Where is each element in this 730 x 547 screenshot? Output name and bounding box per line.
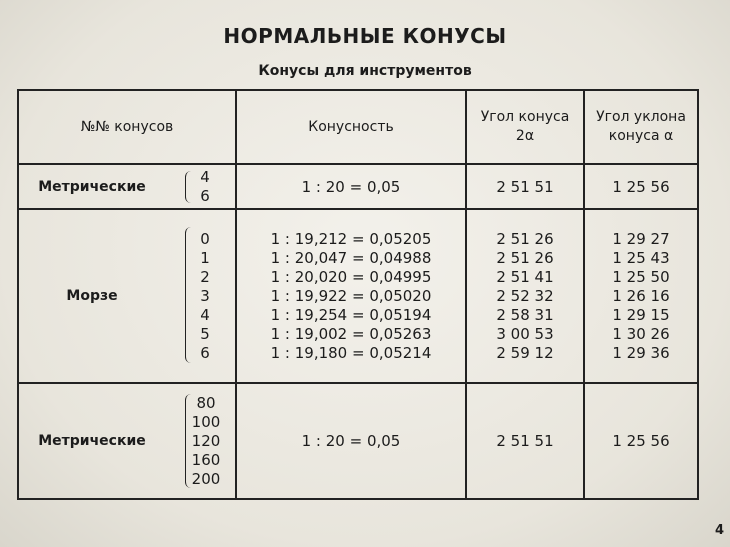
page-number: 4 [714,523,724,538]
angle-text: 2 51 51 [496,177,554,196]
taper-value [237,384,465,498]
page-subtitle: Конусы для инструментов [258,63,472,79]
taper-text: 1 : 20 = 0,05 [301,177,401,196]
slope-angle-value [585,165,697,208]
cone-number: 100 [191,412,221,431]
row-label [27,210,157,382]
row-label [27,384,157,498]
slope-text: 1 29 36 [612,343,670,362]
slope-text: 1 25 56 [612,177,670,196]
row-label-text: Метрические [38,178,146,195]
taper-text: 1 : 19,002 = 0,05263 [270,324,432,343]
taper-text: 1 : 20,047 = 0,04988 [270,248,432,267]
angle-text: 2 51 41 [496,267,554,286]
header-cone-angle [467,91,583,163]
taper-text: 1 : 19,254 = 0,05194 [270,305,432,324]
cone-number: 6 [200,343,210,362]
cone-number: 4 [200,167,210,186]
angle-text: 2 58 31 [496,305,554,324]
cone-number: 2 [200,267,210,286]
cone-number: 160 [191,450,221,469]
slope-text: 1 25 56 [612,432,670,450]
taper-text: 1 : 19,922 = 0,05020 [270,286,432,305]
cone-table [17,89,699,500]
header-cone-numbers [19,91,235,163]
page-title: НОРМАЛЬНЫЕ КОНУСЫ [223,24,507,48]
cone-number: 120 [191,431,221,450]
header-label: 2α [515,128,535,144]
cone-number: 1 [200,248,210,267]
slope-text: 1 29 27 [612,229,670,248]
cone-angle-value [467,384,583,498]
cone-number: 3 [200,286,210,305]
cone-number: 6 [200,186,210,205]
cone-number-list [189,384,223,498]
header-label: Угол конуса [480,109,570,125]
header-taper [237,91,465,163]
row-label-text: Метрические [38,433,146,449]
taper-value [237,165,465,208]
angle-text: 2 51 26 [496,248,554,267]
row-label-text: Морзе [66,288,118,304]
cone-number: 5 [200,324,210,343]
taper-text: 1 : 19,180 = 0,05214 [270,343,432,362]
angle-text: 2 52 32 [496,286,554,305]
angle-text: 2 51 51 [496,432,554,450]
cone-angle-value [467,165,583,208]
taper-value-list [237,210,465,382]
row-label [27,165,157,208]
slope-text: 1 25 50 [612,267,670,286]
cone-number: 0 [200,229,210,248]
taper-text: 1 : 19,212 = 0,05205 [270,229,432,248]
header-label: конуса α [608,128,674,144]
cone-number-list [191,165,219,208]
slope-text: 1 29 15 [612,305,670,324]
angle-text: 2 59 12 [496,343,554,362]
cone-number-list [191,210,219,382]
header-slope-angle [585,91,697,163]
cone-angle-list [467,210,583,382]
slope-text: 1 26 16 [612,286,670,305]
header-label: Конусность [308,119,394,135]
taper-text: 1 : 20,020 = 0,04995 [270,267,432,286]
slope-angle-value [585,384,697,498]
header-label: Угол уклона [596,109,686,125]
slope-text: 1 25 43 [612,248,670,267]
slope-angle-list [585,210,697,382]
cone-number: 200 [191,469,221,488]
angle-text: 3 00 53 [496,324,554,343]
slope-text: 1 30 26 [612,324,670,343]
cone-number: 4 [200,305,210,324]
header-label: №№ конусов [80,119,174,135]
cone-number: 80 [196,393,216,412]
angle-text: 2 51 26 [496,229,554,248]
taper-text: 1 : 20 = 0,05 [301,432,401,450]
